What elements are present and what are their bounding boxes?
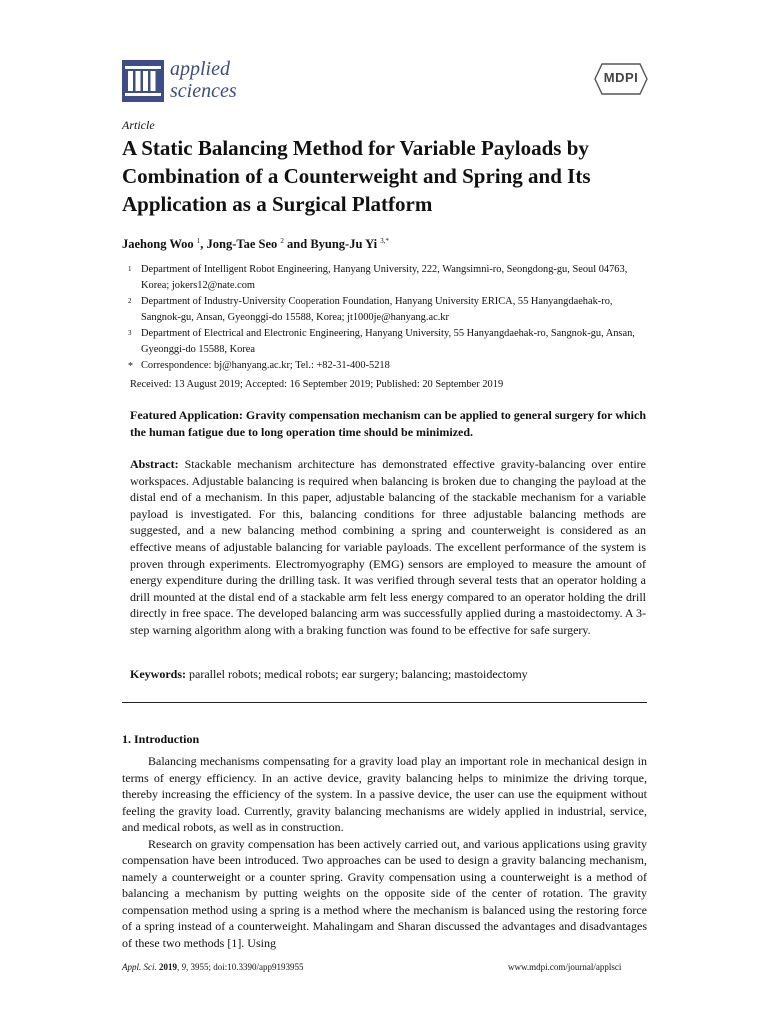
abstract	[130, 456, 646, 639]
correspondence-marker: *	[128, 361, 133, 372]
author-affiliation-mark: 3,*	[380, 237, 389, 245]
paper-title: A Static Balancing Method for Variable Payloads by Combination of a Counterweight and Spring and Its Application as a Surgical Platform	[122, 136, 591, 216]
publisher-name: MDPI	[603, 70, 639, 85]
author-affiliation-mark: 2	[280, 237, 284, 245]
affiliation-marker: 1	[128, 265, 132, 273]
correspondence-text: Correspondence: bj@hanyang.ac.kr; Tel.: +82-31-400-5218	[141, 360, 390, 371]
body-paragraph: Research on gravity compensation has been actively carried out, and various applications using gravity compensation have been introduced. Two approaches can be used to design a gravity balancing mechanism, namely a counterweight or a counter spring. Gravity compensation using a counterweight is a method of balancing a mechanism by putting weights on the opposite side of the center of rotation. The gravity compensation method using a spring is a method where the mechanism is balanced using the restoring force of a spring instead of a counterweight. Mahalingam and Sharan discussed the advantages and disadvantages of these two methods [1]. Using	[122, 836, 647, 950]
author-affiliation-mark: 1	[196, 237, 201, 245]
affiliation-marker: 2	[128, 297, 132, 305]
affiliation-text: Department of Industry-University Cooperation Foundation, Hanyang University ERICA, 55 Hanyangdaehak-ro, Sangnok-gu, Ansan, Gyeonggi-do 15588, Korea; jt1000je@hanyang.ac.kr	[141, 296, 613, 323]
affiliation-marker: 3	[128, 329, 132, 337]
abstract-text: Stackable mechanism architecture has demonstrated effective gravity-balancing over entire workspaces. Adjustable balancing is required when balancing is broken due to changing the payload at the distal end of a mechanism. In this paper, adjustable balancing of the stackable mechanism for a variable payload is investigated. For this, balancing conditions for three adjustable balancing methods are suggested, and a new balancing method combining a spring and counterweight is considered as an effective means of adjustable balancing for variable payloads. The excellent performance of the system is proven through experiments. Electromyography (EMG) sensors are employed to measure the amount of energy expenditure during the drilling task. It was verified through several tests that an operator holding a drill mounted at the distal end of a stackable arm felt less energy compared to an operator holding the drill directly in free space. The developed balancing arm was successfully applied during a mastoidectomy. A 3-step warning algorithm along with a braking function was found to be effective for safe surgery.	[130, 457, 646, 637]
publisher-logo	[594, 62, 648, 96]
journal-name-line1: applied	[170, 58, 230, 80]
keywords	[130, 667, 646, 682]
body-text	[122, 753, 647, 951]
affiliation-item	[122, 326, 647, 358]
journal-name	[170, 58, 237, 102]
footer-journal-abbr: Appl. Sci.	[122, 962, 157, 972]
article-type: Article	[122, 118, 155, 132]
body-paragraph: Balancing mechanisms compensating for a gravity load play an important role in mechanical design in terms of energy efficiency. In an active device, gravity balancing helps to minimize the driving torque, thereby increasing the efficiency of the system. In a passive device, the user can use the equipment without feeling the gravity load. Currently, gravity balancing mechanisms are widely applied in industrial, service, and medical robots, as well as in construction.	[122, 754, 647, 834]
author-separator: and	[283, 237, 311, 252]
author-name: Jaehong Woo	[122, 237, 194, 252]
correspondence-item	[122, 358, 647, 374]
footer-volume: 9	[181, 962, 186, 972]
author-name: Byung-Ju Yi	[310, 237, 378, 252]
affiliation-text: Department of Electrical and Electronic Engineering, Hanyang University, 55 Hanyangdaehak-ro, Sangnok-gu, Ansan, Gyeonggi-do 15588, Korea	[141, 328, 635, 355]
featured-application: Featured Application: Gravity compensation mechanism can be applied to general surgery for which the human fatigue due to long operation time should be minimized.	[130, 408, 646, 439]
abstract-label: Abstract:	[130, 457, 179, 471]
footer-doi: , 3955; doi:10.3390/app9193955	[186, 962, 304, 972]
section-heading: 1. Introduction	[122, 732, 200, 746]
keywords-text: parallel robots; medical robots; ear surgery; balancing; mastoidectomy	[186, 667, 528, 681]
affiliation-text: Department of Intelligent Robot Engineering, Hanyang University, 222, Wangsimni-ro, Seongdong-gu, Seoul 04763, Korea; jokers12@nate.com	[141, 264, 628, 291]
footer-year: 2019	[159, 962, 177, 972]
author-list	[122, 237, 389, 252]
keywords-label: Keywords:	[130, 667, 186, 681]
journal-logo	[122, 60, 164, 102]
affiliation-item	[122, 294, 647, 326]
publication-dates: Received: 13 August 2019; Accepted: 16 September 2019; Published: 20 September 2019	[130, 379, 504, 390]
columns-icon	[122, 60, 164, 102]
affiliation-item	[122, 262, 647, 294]
author-separator: ,	[200, 237, 207, 252]
footer-citation: Appl. Sci. 2019, 9, 3955; doi:10.3390/app9193955	[122, 962, 304, 972]
footer-journal-url[interactable]: www.mdpi.com/journal/applsci	[508, 962, 622, 972]
author-name: Jong-Tae Seo	[206, 237, 278, 252]
journal-name-line2: sciences	[170, 80, 237, 102]
divider	[122, 702, 647, 703]
affiliations	[122, 262, 647, 374]
